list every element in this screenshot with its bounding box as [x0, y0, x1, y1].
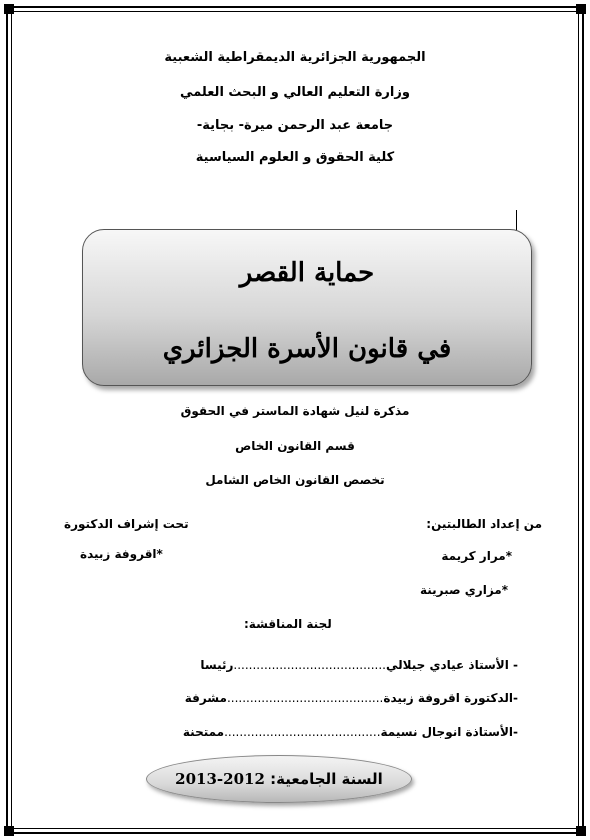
student-name-2: *مزاري صبرينة: [419, 583, 508, 597]
dot-leader: ........................................: [233, 658, 386, 672]
dot-leader: .........................................: [226, 691, 384, 705]
committee-member-name: -الأستاذة انوجال نسيمة: [380, 725, 518, 739]
corner-ornament: [576, 826, 586, 836]
committee-member-role: مشرفة: [184, 691, 227, 705]
page-border-inner: [11, 11, 579, 829]
supervisor-name: *اقروفة زبيدة: [80, 547, 163, 561]
title-box: [82, 229, 532, 386]
academic-year-badge: [146, 755, 412, 803]
committee-member-row: [200, 658, 518, 672]
student-name-1: *مرار كريمة: [441, 549, 512, 563]
university-name: جامعة عبد الرحمن ميرة- بجاية-: [196, 118, 394, 133]
corner-ornament: [4, 4, 14, 14]
committee-member-role: ممتحنة: [182, 725, 225, 739]
republic-name: الجمهورية الجزائرية الديمقراطية الشعبية: [164, 50, 426, 65]
dot-leader: .........................................: [224, 725, 381, 739]
faculty-name: كلية الحقوق و العلوم السياسية: [195, 150, 395, 165]
memo-purpose: مذكرة لنيل شهادة الماستر في الحقوق: [180, 404, 410, 418]
corner-ornament: [4, 826, 14, 836]
academic-year-value: 2012-2013: [175, 770, 265, 788]
committee-member-name: -الدكتورة اقروفة زبيدة: [383, 691, 518, 705]
memo-specialty: تخصص القانون الخاص الشامل: [205, 473, 385, 487]
committee-member-name: - الأستاذ عيادي جيلالي: [386, 658, 518, 672]
corner-ornament: [576, 4, 586, 14]
committee-member-row: [185, 691, 518, 705]
memo-department: قسم القانون الخاص: [235, 439, 355, 453]
title-line-2: في قانون الأسرة الجزائري: [162, 334, 452, 364]
title-line-1: حماية القصر: [239, 258, 375, 288]
students-label: من إعداد الطالبتين:: [426, 517, 542, 531]
academic-year-label: السنة الجامعية:: [270, 770, 383, 788]
committee-label: لجنة المناقشة:: [244, 617, 332, 631]
academic-year-text: [147, 770, 411, 788]
ministry-name: وزارة التعليم العالي و البحث العلمي: [180, 85, 410, 100]
committee-member-role: رئيسا: [200, 658, 234, 672]
committee-member-row: [183, 725, 518, 739]
text-cursor: [516, 210, 517, 230]
supervisor-label: تحت إشراف الدكتورة: [64, 517, 189, 531]
